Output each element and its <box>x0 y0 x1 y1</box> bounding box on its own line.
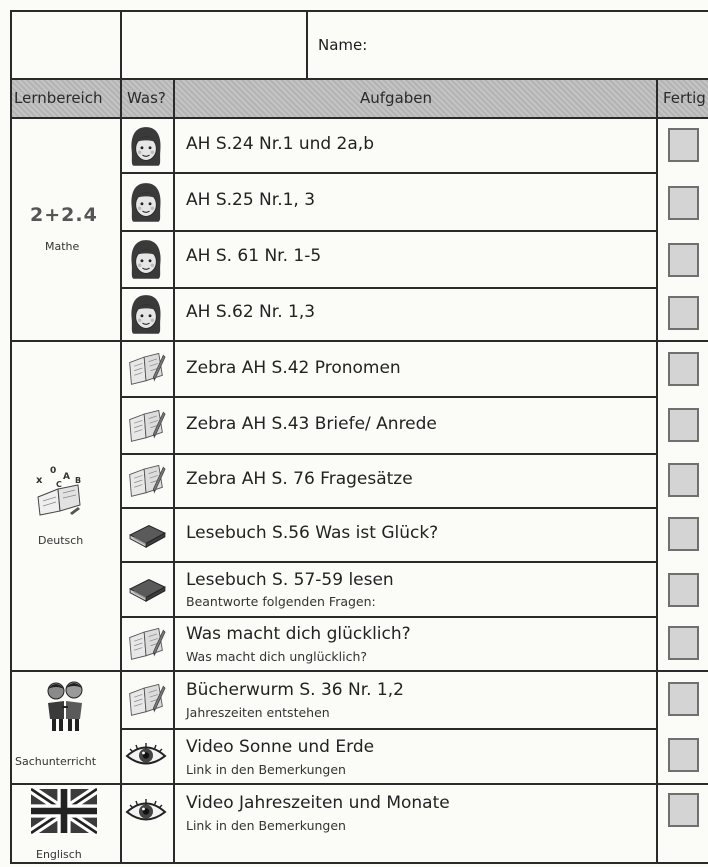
done-checkbox[interactable] <box>668 626 699 660</box>
children-icon <box>40 679 90 735</box>
done-checkbox[interactable] <box>668 186 699 220</box>
task-title: Lesebuch S.56 Was ist Glück? <box>186 523 439 543</box>
task-title: AH S.24 Nr.1 und 2a,b <box>186 134 374 154</box>
column-header-divider <box>10 117 708 119</box>
task-title: AH S.62 Nr. 1,3 <box>186 302 316 322</box>
task-subtitle: Link in den Bemerkungen <box>186 762 346 777</box>
column-divider-aufgaben <box>656 79 658 864</box>
mathe-logo: 2+2.4 <box>30 204 98 226</box>
done-checkbox[interactable] <box>668 243 699 277</box>
task-subtitle: Link in den Bemerkungen <box>186 818 346 833</box>
done-checkbox[interactable] <box>668 296 699 330</box>
girl-face-icon <box>128 237 164 281</box>
task-title: Zebra AH S. 76 Fragesätze <box>186 469 413 489</box>
closed-book-icon <box>126 518 168 550</box>
svg-text:C: C <box>56 480 62 489</box>
closed-book-icon <box>126 572 168 604</box>
section-divider <box>10 670 708 672</box>
open-book-pencil-icon <box>126 349 166 387</box>
girl-face-icon <box>128 124 164 168</box>
task-title: AH S.25 Nr.1, 3 <box>186 190 316 210</box>
section-label-deutsch: Deutsch <box>38 534 84 547</box>
column-header-lernbereich: Lernbereich <box>14 89 103 107</box>
section-divider <box>10 340 708 342</box>
column-header-aufgaben: Aufgaben <box>360 89 433 107</box>
section-label-englisch: Englisch <box>36 848 82 861</box>
open-book-pencil-icon <box>126 624 166 662</box>
row-divider <box>122 728 658 730</box>
task-title: Zebra AH S.43 Briefe/ Anrede <box>186 414 437 434</box>
task-title: Video Sonne und Erde <box>186 737 375 757</box>
section-label-mathe: Mathe <box>45 240 80 253</box>
open-book-pencil-icon <box>126 680 166 718</box>
row-divider <box>122 453 658 455</box>
done-checkbox[interactable] <box>668 352 699 386</box>
done-checkbox[interactable] <box>668 463 699 497</box>
column-header-band <box>10 79 708 118</box>
done-checkbox[interactable] <box>668 682 699 716</box>
header-divider <box>10 78 708 80</box>
column-divider-lernbereich <box>120 10 122 864</box>
row-divider <box>122 396 658 398</box>
column-header-fertig: Fertig <box>663 89 706 107</box>
row-divider <box>122 230 658 232</box>
section-label-sachunterricht: Sachunterricht <box>15 755 97 768</box>
table-border-bottom <box>10 862 708 864</box>
girl-face-icon <box>128 292 164 336</box>
task-title: Zebra AH S.42 Pronomen <box>186 358 401 378</box>
task-subtitle: Jahreszeiten entstehen <box>186 705 330 720</box>
name-cell-divider <box>306 10 308 79</box>
row-divider <box>122 561 658 563</box>
table-border-top <box>10 10 708 12</box>
task-title: Bücherwurm S. 36 Nr. 1,2 <box>186 680 404 700</box>
girl-face-icon <box>128 180 164 224</box>
column-divider-was <box>173 79 175 864</box>
eye-icon <box>124 741 168 769</box>
svg-text:0: 0 <box>50 466 57 476</box>
done-checkbox[interactable] <box>668 573 699 607</box>
table-border-left <box>10 10 12 864</box>
done-checkbox[interactable] <box>668 517 699 551</box>
task-title: Video Jahreszeiten und Monate <box>186 793 450 813</box>
task-title: Lesebuch S. 57-59 lesen <box>186 570 394 590</box>
section-divider <box>10 783 708 785</box>
task-subtitle: Was macht dich unglücklich? <box>186 649 368 664</box>
eye-icon <box>124 797 168 825</box>
row-divider <box>122 616 658 618</box>
deutsch-books-icon <box>30 463 88 517</box>
row-divider <box>122 507 658 509</box>
task-title: AH S. 61 Nr. 1-5 <box>186 246 322 266</box>
svg-text:A: A <box>63 472 70 482</box>
svg-text:x: x <box>36 475 43 486</box>
done-checkbox[interactable] <box>668 408 699 442</box>
column-header-was: Was? <box>127 89 166 107</box>
open-book-pencil-icon <box>126 406 166 444</box>
task-subtitle: Beantworte folgenden Fragen: <box>186 594 376 609</box>
done-checkbox[interactable] <box>668 738 699 772</box>
row-divider <box>122 287 658 289</box>
name-input[interactable] <box>372 28 702 62</box>
svg-text:B: B <box>75 476 82 485</box>
row-divider <box>122 172 658 174</box>
done-checkbox[interactable] <box>668 128 699 162</box>
uk-flag-icon <box>31 786 97 836</box>
open-book-pencil-icon <box>126 461 166 499</box>
task-title: Was macht dich glücklich? <box>186 624 411 644</box>
name-label: Name: <box>318 36 368 54</box>
done-checkbox[interactable] <box>668 793 699 827</box>
